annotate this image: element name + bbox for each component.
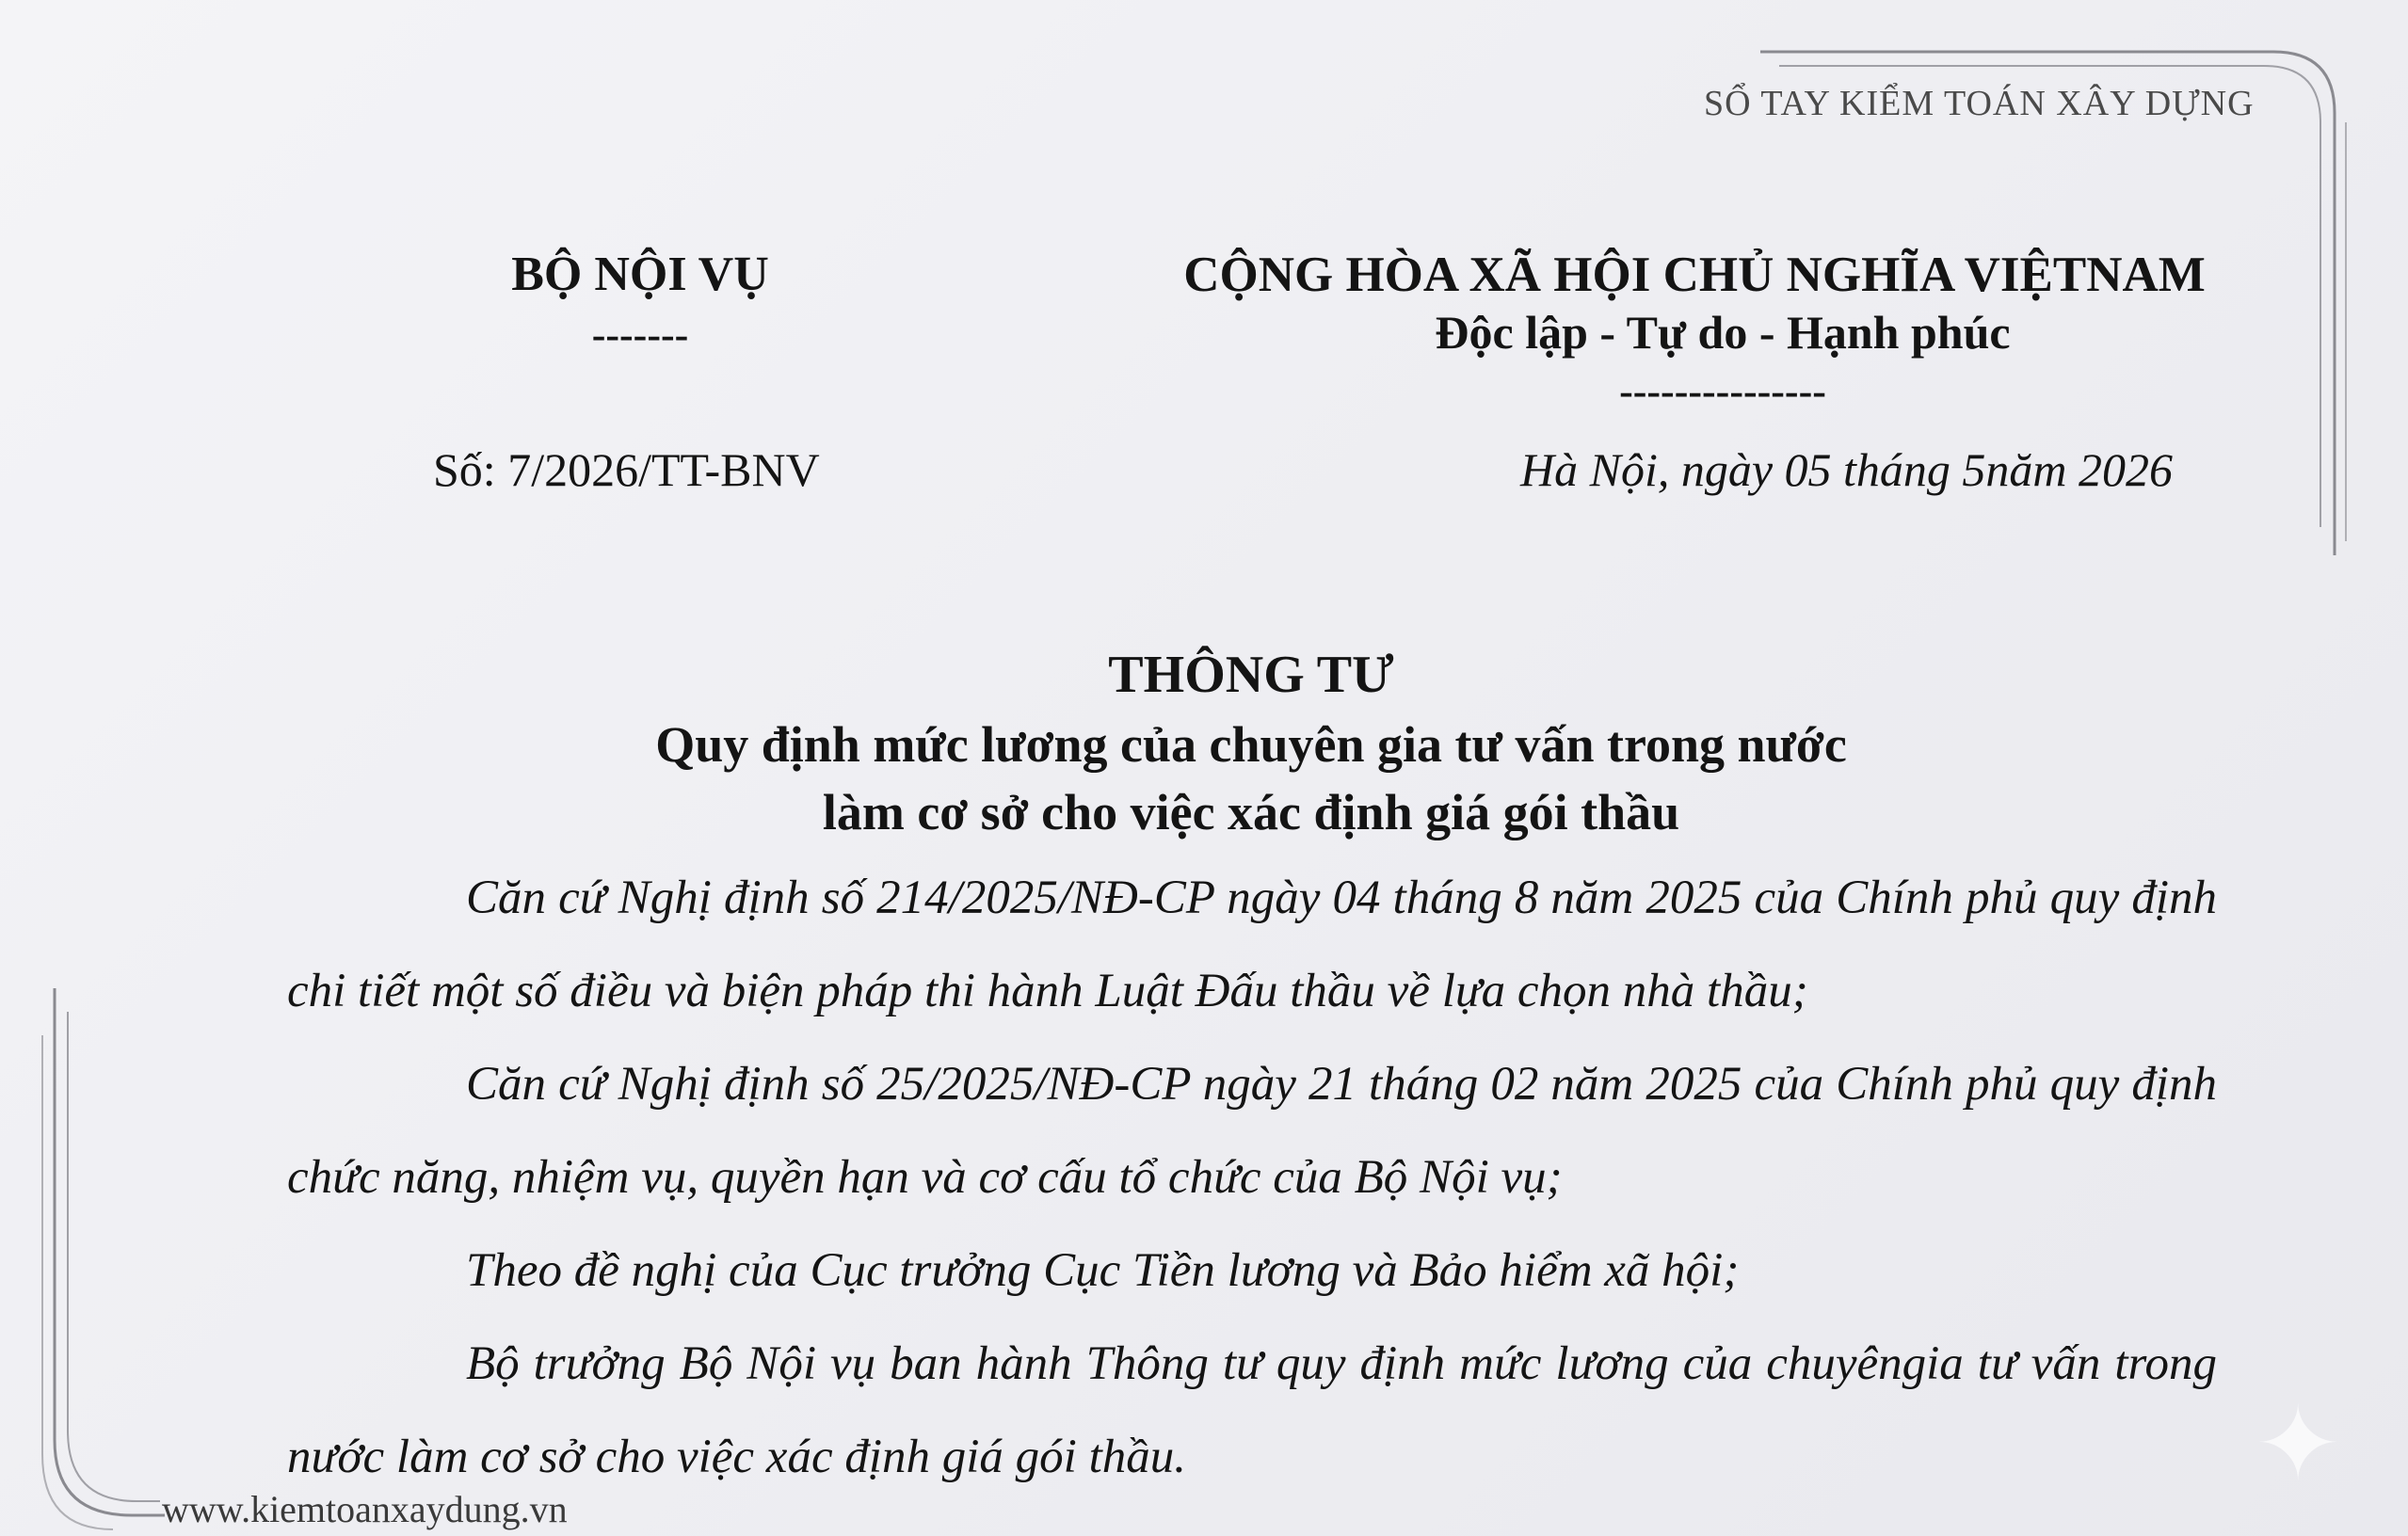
website-footer: www.kiemtoanxaydung.vn [162, 1488, 568, 1530]
document-number: Số: 7/2026/TT-BNV [433, 443, 820, 496]
brand-header: SỔ TAY KIỂM TOÁN XÂY DỰNG [1704, 84, 2255, 123]
motto-divider: --------------- [1619, 368, 1826, 414]
agency-divider: ------- [591, 312, 689, 358]
document-title-line1: Quy định mức lương của chuyên gia tư vấn trong nước [655, 716, 1847, 773]
sparkle-icon: ✦ [2255, 1384, 2342, 1504]
preamble-paragraph-3: Theo đề nghị của Cục trưởng Cục Tiền lương và Bảo hiểm xã hội; [466, 1244, 1740, 1297]
place-and-date: Hà Nội, ngày 05 tháng 5năm 2026 [1520, 443, 2174, 496]
document-title-line2: làm cơ sở cho việc xác định giá gói thầu [822, 784, 1680, 840]
preamble-paragraph-2: Căn cứ Nghị định số 25/2025/NĐ-CP ngày 21 tháng 02 năm 2025 của Chính phủ quy định chức năng, nhiệm vụ, quyền hạn và cơ cấu tổ chức của Bộ Nội vụ; [287, 1058, 2217, 1204]
document-type: THÔNG TƯ [1108, 646, 1394, 704]
preamble-paragraph-1: Căn cứ Nghị định số 214/2025/NĐ-CP ngày 04 tháng 8 năm 2025 của Chính phủ quy định chi tiết một số điều và biện pháp thi hành Luật Đấu thầu về lựa chọn nhà thầu; [287, 872, 2217, 1017]
national-motto: Độc lập - Tự do - Hạnh phúc [1435, 306, 2011, 359]
republic-name: CỘNG HÒA XÃ HỘI CHỦ NGHĨA VIỆTNAM [1183, 248, 2206, 302]
preamble-paragraph-4: Bộ trưởng Bộ Nội vụ ban hành Thông tư quy định mức lương của chuyêngia tư vấn trong nước làm cơ sở cho việc xác định giá gói thầu. [287, 1337, 2217, 1483]
agency-name: BỘ NỘI VỤ [511, 248, 769, 301]
document-title [311, 711, 2191, 846]
